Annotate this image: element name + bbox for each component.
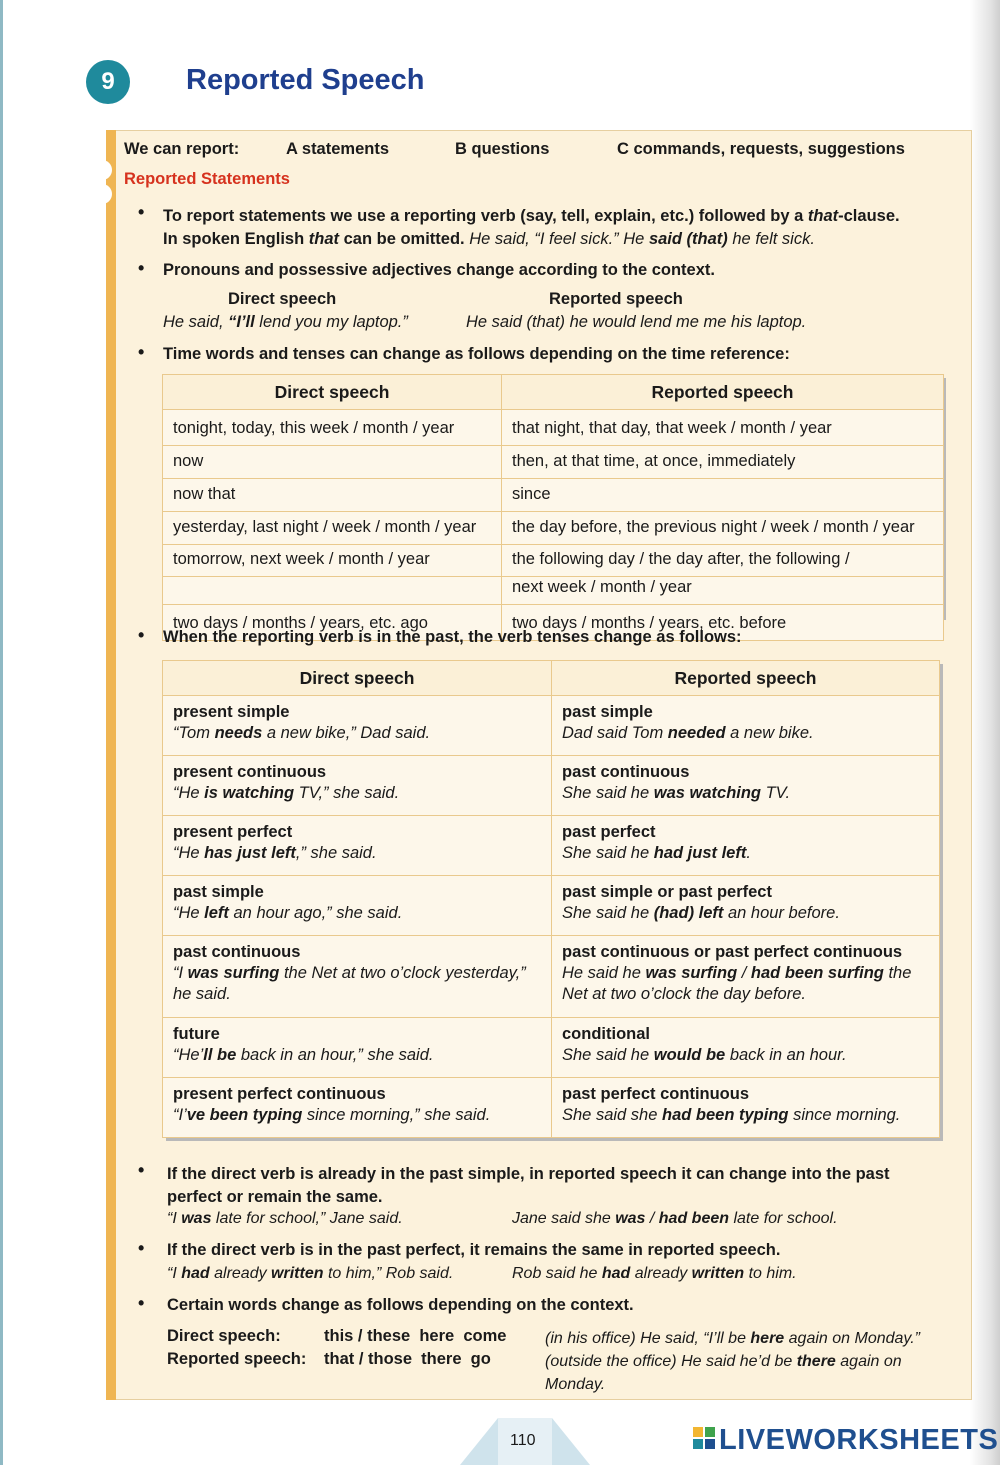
tense-table-header-reported: Reported speech bbox=[552, 661, 940, 696]
tense-cell-reported: past simple Dad said Tom needed a new bike. bbox=[552, 696, 940, 756]
rule5-direct-example: “I was late for school,” Jane said. bbox=[167, 1210, 403, 1227]
rule7-direct-words: this / these here come bbox=[324, 1327, 507, 1345]
page-right-edge-shadow bbox=[970, 0, 1000, 1465]
tense-cell-reported: conditional She said he would be back in an hour. bbox=[552, 1018, 940, 1078]
panel-side-strip bbox=[106, 130, 116, 1400]
bullet: • bbox=[138, 1238, 145, 1258]
time-table-header-reported: Reported speech bbox=[502, 375, 944, 410]
rule6-text: If the direct verb is in the past perfect, it remains the same in reported speech. bbox=[167, 1241, 781, 1259]
rule7-examples: (in his office) He said, “I’ll be here again on Monday.” (outside the office) He said he’d be there again on Monday. bbox=[545, 1330, 920, 1393]
rule2-direct-heading: Direct speech bbox=[228, 290, 337, 308]
time-cell-direct: yesterday, last night / week / month / year bbox=[163, 512, 502, 545]
rule2-text: Pronouns and possessive adjectives change according to the context. bbox=[163, 261, 715, 279]
rule7-direct-label: Direct speech: bbox=[167, 1327, 281, 1345]
rule2-reported-heading: Reported speech bbox=[549, 290, 683, 308]
time-cell-reported: next week / month / year bbox=[502, 577, 944, 605]
time-cell-direct bbox=[163, 577, 502, 605]
tense-table-header-direct: Direct speech bbox=[163, 661, 552, 696]
time-table-header-direct: Direct speech bbox=[163, 375, 502, 410]
rule4-text: When the reporting verb is in the past, the verb tenses change as follows: bbox=[163, 628, 742, 646]
section-title: Reported Statements bbox=[124, 170, 290, 188]
tense-cell-direct: past simple “He left an hour ago,” she said. bbox=[163, 876, 552, 936]
panel-dot-2 bbox=[92, 184, 112, 204]
time-cell-direct: tonight, today, this week / month / year bbox=[163, 410, 502, 446]
rule7-reported-label: Reported speech: bbox=[167, 1350, 307, 1368]
time-cell-reported: two days / months / years, etc. before bbox=[502, 605, 944, 641]
intro-item-b: B questions bbox=[455, 140, 550, 158]
intro-item-c: C commands, requests, suggestions bbox=[617, 140, 905, 158]
bullet: • bbox=[138, 258, 145, 278]
tense-cell-direct: present perfect continuous “I’ve been typing since morning,” she said. bbox=[163, 1078, 552, 1138]
tense-cell-direct: present perfect “He has just left,” she said. bbox=[163, 816, 552, 876]
tense-cell-direct: present simple “Tom needs a new bike,” Dad said. bbox=[163, 696, 552, 756]
rule7-reported-words: that / those there go bbox=[324, 1350, 491, 1368]
bullet: • bbox=[138, 342, 145, 362]
unit-number-badge: 9 bbox=[86, 60, 130, 104]
tense-cell-reported: past perfect She said he had just left. bbox=[552, 816, 940, 876]
time-cell-reported: that night, that day, that week / month / year bbox=[502, 410, 944, 446]
time-cell-reported: then, at that time, at once, immediately bbox=[502, 446, 944, 479]
rule7-text: Certain words change as follows depending on the context. bbox=[167, 1296, 634, 1314]
liveworksheets-icon bbox=[693, 1427, 715, 1449]
time-cell-reported: the following day / the day after, the following / bbox=[502, 545, 944, 577]
bullet: • bbox=[138, 625, 145, 645]
rule2-direct-example: He said, “I’ll lend you my laptop.” bbox=[163, 313, 408, 331]
tense-table bbox=[162, 660, 940, 1138]
rule5-text: If the direct verb is already in the past simple, in reported speech it can change into the past perfect or remain the same. bbox=[167, 1165, 890, 1206]
time-cell-reported: since bbox=[502, 479, 944, 512]
tense-cell-direct: future “He’ll be back in an hour,” she said. bbox=[163, 1018, 552, 1078]
bullet: • bbox=[138, 202, 145, 222]
time-cell-direct: tomorrow, next week / month / year bbox=[163, 545, 502, 577]
rule3-text: Time words and tenses can change as follows depending on the time reference: bbox=[163, 345, 790, 363]
page-title: Reported Speech bbox=[186, 64, 425, 96]
rule6-direct-example: “I had already written to him,” Rob said. bbox=[167, 1265, 454, 1282]
tense-cell-direct: past continuous “I was surfing the Net at two o’clock yesterday,” he said. bbox=[163, 936, 552, 1018]
rule1-text: To report statements we use a reporting verb (say, tell, explain, etc.) followed by a that-clause. In spoken English that can be omitted. He said, “I feel sick.” He said (that) he felt sick. bbox=[163, 207, 900, 248]
page-binding-edge bbox=[0, 0, 3, 1465]
panel-dot-1 bbox=[92, 160, 112, 180]
intro-label: We can report: bbox=[124, 140, 240, 158]
time-cell-direct: now bbox=[163, 446, 502, 479]
intro-item-a: A statements bbox=[286, 140, 390, 158]
tense-cell-reported: past continuous or past perfect continuous He said he was surfing / had been surfing the Net at two o’clock the day before. bbox=[552, 936, 940, 1018]
tense-cell-reported: past simple or past perfect She said he (had) left an hour before. bbox=[552, 876, 940, 936]
bullet: • bbox=[138, 1160, 145, 1180]
brand-logo: LIVEWORKSHEETS bbox=[693, 1424, 998, 1457]
time-words-table bbox=[162, 374, 944, 641]
rule5-reported-example: Jane said she was / had been late for school. bbox=[512, 1210, 838, 1227]
time-cell-reported: the day before, the previous night / week / month / year bbox=[502, 512, 944, 545]
page-number: 110 bbox=[510, 1432, 536, 1449]
bullet: • bbox=[138, 1293, 145, 1313]
tense-cell-reported: past continuous She said he was watching TV. bbox=[552, 756, 940, 816]
rule6-reported-example: Rob said he had already written to him. bbox=[512, 1265, 797, 1282]
tense-cell-direct: present continuous “He is watching TV,” she said. bbox=[163, 756, 552, 816]
rule2-reported-example: He said (that) he would lend me me his laptop. bbox=[466, 313, 807, 331]
time-cell-direct: now that bbox=[163, 479, 502, 512]
tense-cell-reported: past perfect continuous She said she had been typing since morning. bbox=[552, 1078, 940, 1138]
time-cell-direct: two days / months / years, etc. ago bbox=[163, 605, 502, 641]
